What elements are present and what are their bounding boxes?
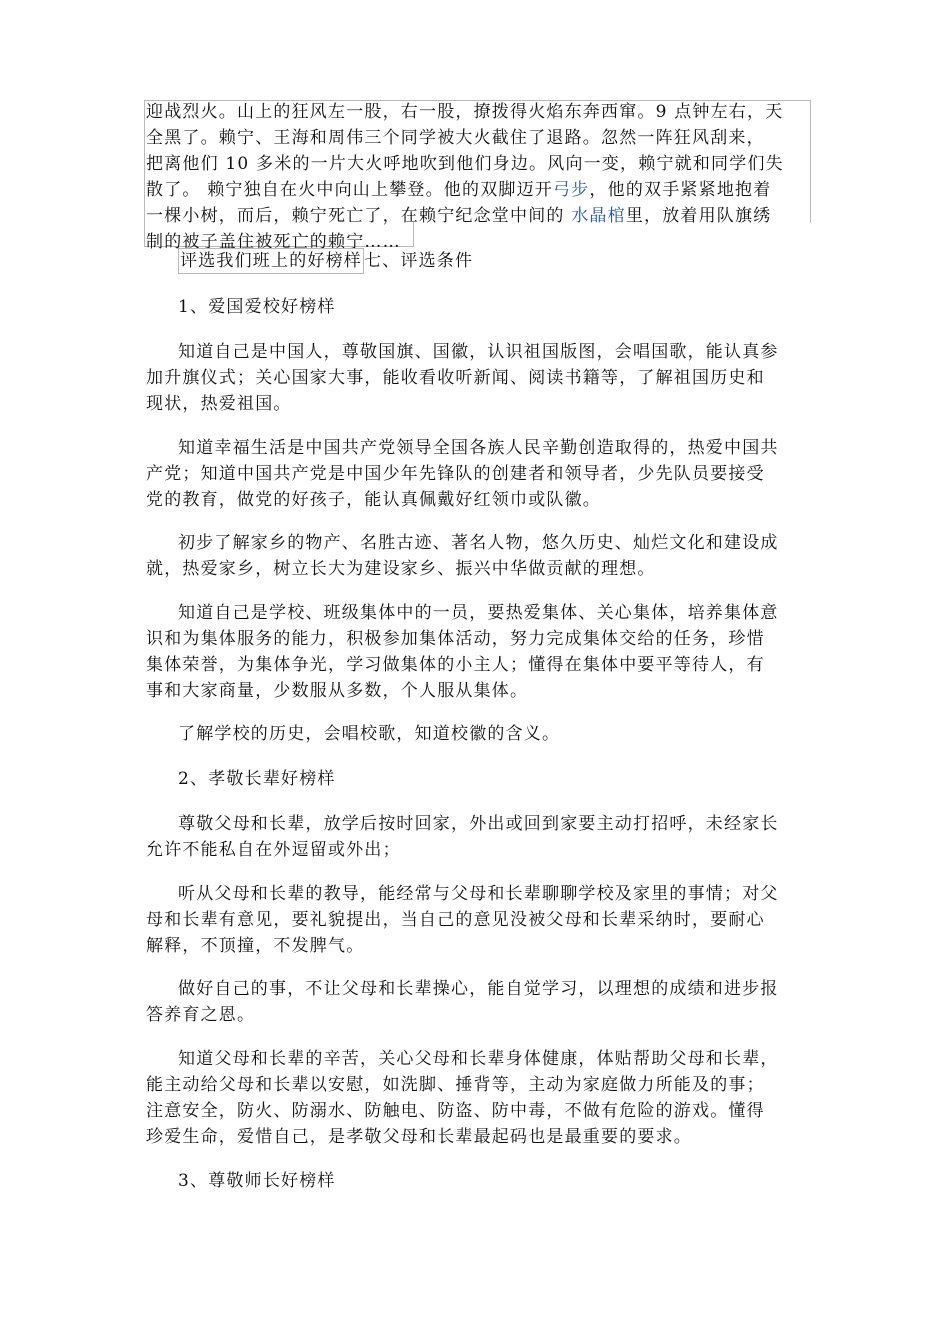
paragraph: 初步了解家乡的物产、名胜古迹、著名人物，悠久历史、灿烂文化和建设成 就，热爱家乡，树立长大为建设家乡、振兴中华做贡献的理想。 [146, 533, 779, 579]
story-text: 里，放着用队旗绣 [625, 206, 772, 226]
story-text: 散了。 赖宁独自在火中向山上攀登。他的双脚迈开 [146, 180, 554, 200]
paragraph: 了解学校的历史，会唱校歌，知道校徽的含义。 [178, 724, 561, 744]
story-passage [146, 99, 810, 255]
paragraph: 做好自己的事，不让父母和长辈操心，能自觉学习，以理想的成绩和进步报 答养育之恩。 [146, 979, 779, 1025]
story-line: 把离他们 10 多米的一片大火呼地吹到他们身边。风向一变，赖宁就和同学们失 [146, 154, 784, 174]
story-line: 制的被子盖住被死亡的赖宁…… [146, 232, 401, 252]
paragraph: 知道自己是中国人，尊敬国旗、国徽，认识祖国版图，会唱国歌，能认真参 加升旗仪式；关心国家大事，能收看收听新闻、阅读书籍等，了解祖国历史和 现状，热爱祖国。 [146, 342, 779, 414]
hyperlink-gongbu[interactable]: 弓步 [553, 180, 590, 200]
paragraph: 知道自己是学校、班级集体中的一员，要热爱集体、关心集体，培养集体意 识和为集体服务的能力，积极参加集体活动，努力完成集体交给的任务，珍惜 集体荣誉，为集体争光，学习做集体的小主人；懂得在集体中要平等待人，有 事和大家商量，少数服从多数，个人服从集体。 [146, 603, 779, 701]
paragraph: 听从父母和长辈的教导，能经常与父母和长辈聊聊学校及家里的事情；对父 母和长辈有意见，要礼貌提出，当自己的意见没被父母和长辈采纳时，要耐心 解释，不顶撞，不发脾气。 [146, 884, 779, 956]
section-heading [178, 248, 473, 274]
story-line [146, 177, 810, 203]
paragraph: 知道幸福生活是中国共产党领导全国各族人民辛勤创造取得的，热爱中国共 产党；知道中国共产党是中国少年先锋队的创建者和领导者，少先队员要接受 党的教育，做党的好孩子，能认真佩戴好红领巾或队徽。 [146, 438, 779, 510]
paragraph: 知道父母和长辈的辛苦，关心父母和长辈身体健康，体贴帮助父母和长辈， 能主动给父母和长辈以安慰，如洗脚、捶背等，主动为家庭做力所能及的事； 注意安全，防火、防溺水、防触电、防盗、防中毒，不做有危险的游戏。懂得 珍爱生命，爱惜自己，是孝敬父母和长辈最起码也是最重要的要求。 [146, 1049, 779, 1147]
story-text: 一棵小树，而后，赖宁死亡了，在赖宁纪念堂中间的 [146, 206, 572, 226]
story-text: ，他的双手紧紧地抱着 [589, 180, 772, 200]
section-title: 2、孝敬长辈好榜样 [178, 769, 336, 789]
story-line [146, 203, 810, 229]
section-title: 1、爱国爱校好榜样 [178, 297, 336, 317]
heading-text: 七、评选条件 [364, 251, 474, 271]
boxed-heading-text: 评选我们班上的好榜样 [178, 248, 364, 274]
story-line: 全黑了。赖宁、王海和周伟三个同学被大火截住了退路。忽然一阵狂风刮来， [146, 128, 765, 148]
story-line: 迎战烈火。山上的狂风左一股，右一股，撩拨得火焰东奔西窜。9 点钟左右，天 [146, 102, 784, 122]
section-title: 3、尊敬师长好榜样 [178, 1171, 336, 1191]
hyperlink-shuijingguan[interactable]: 水晶棺 [571, 206, 626, 226]
paragraph: 尊敬父母和长辈，放学后按时回家，外出或回到家要主动打招呼，未经家长 允许不能私自在外逗留或外出； [146, 814, 779, 860]
